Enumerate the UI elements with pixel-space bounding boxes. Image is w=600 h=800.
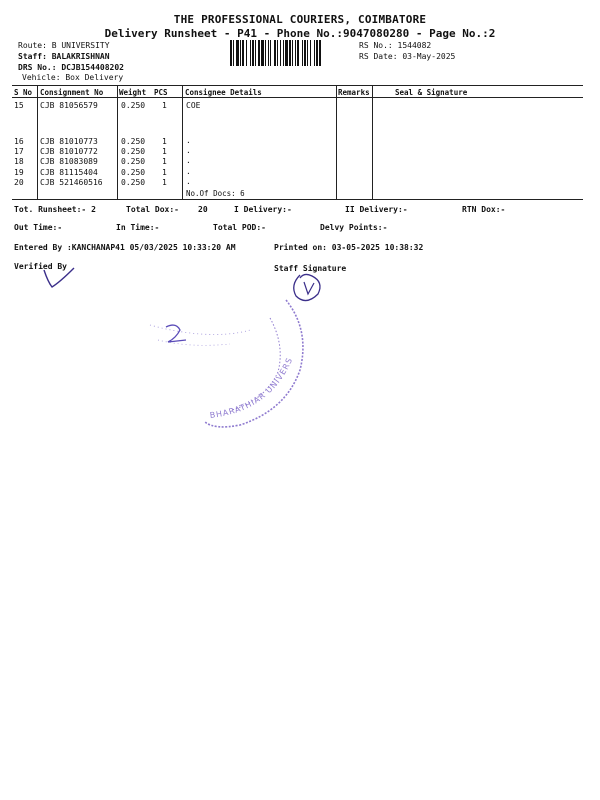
col-header-sno: S No	[14, 88, 33, 97]
table-row-weight: 0.250	[121, 147, 146, 156]
table-row-consignment: CJB 81056579	[40, 101, 98, 110]
table-row-details: .	[186, 146, 191, 155]
out-time: Out Time:-	[14, 223, 63, 232]
table-top-border	[12, 85, 583, 86]
table-row-pcs: 1	[162, 157, 167, 166]
table-row-sno: 17	[14, 147, 24, 156]
company-title: THE PROFESSIONAL COURIERS, COIMBATORE	[173, 13, 427, 26]
col-divider	[372, 85, 373, 200]
table-row-pcs: 1	[162, 137, 167, 146]
drs-label: DRS No.: DCJB154408202	[18, 63, 124, 72]
col-header-consignment: Consignment No	[40, 88, 104, 97]
rtn-dox: RTN Dox:-	[462, 205, 506, 214]
i-delivery: I Delivery:-	[234, 205, 292, 214]
table-row-consignment: CJB 81010772	[40, 147, 98, 156]
col-divider	[336, 85, 337, 200]
table-row-details: .	[186, 156, 191, 165]
col-header-pcs: PCS	[154, 88, 168, 97]
col-divider	[37, 85, 38, 200]
col-divider	[182, 85, 183, 200]
route-label: Route: B UNIVERSITY	[18, 41, 110, 50]
table-row-sno: 20	[14, 178, 24, 187]
rs-number: RS No.: 1544082	[359, 41, 432, 50]
table-row-details: .	[186, 167, 191, 176]
in-time: In Time:-	[116, 223, 160, 232]
total-dox-label: Total Dox:-	[126, 205, 179, 214]
table-row-pcs: 1	[162, 178, 167, 187]
table-row-pcs: 1	[162, 101, 167, 110]
table-row-weight: 0.250	[121, 137, 146, 146]
stamp-two-mark	[166, 325, 186, 342]
table-row-sno: 16	[14, 137, 24, 146]
col-header-seal: Seal & Signature	[395, 88, 468, 97]
barcode	[229, 40, 357, 66]
verified-signature-mark	[44, 268, 74, 287]
table-row-pcs: 1	[162, 168, 167, 177]
verified-by-label: Verified By	[14, 262, 67, 271]
table-row-weight: 0.250	[121, 168, 146, 177]
table-row-sno: 15	[14, 101, 24, 110]
no-of-docs: No.Of Docs: 6	[186, 189, 245, 198]
runsheet-subtitle: Delivery Runsheet - P41 - Phone No.:9047080280 - Page No.:2	[104, 27, 496, 40]
table-bottom-border	[12, 199, 583, 200]
table-row-details: .	[186, 136, 191, 145]
table-row-consignment: CJB 81083089	[40, 157, 98, 166]
table-row-weight: 0.250	[121, 178, 146, 187]
col-header-consignee: Consignee Details	[185, 88, 262, 97]
vehicle-label: Vehicle: Box Delivery	[22, 73, 124, 82]
svg-text:BHARATHIAR UNIVERSITY	[0, 260, 294, 420]
table-header-border	[12, 97, 583, 98]
col-divider	[117, 85, 118, 200]
col-header-weight: Weight	[119, 88, 147, 97]
stamp-and-signatures	[0, 260, 600, 460]
table-row-pcs: 1	[162, 147, 167, 156]
total-dox-value: 20	[198, 205, 208, 214]
total-pod: Total POD:-	[213, 223, 266, 232]
table-row-consignment: CJB 521460516	[40, 178, 103, 187]
table-row-sno: 18	[14, 157, 24, 166]
staff-signature-label: Staff Signature	[274, 264, 347, 273]
table-row-weight: 0.250	[121, 157, 146, 166]
table-row-consignment: CJB 81115404	[40, 168, 98, 177]
university-stamp	[0, 260, 303, 427]
table-row-consignment: CJB 81010773	[40, 137, 98, 146]
ii-delivery: II Delivery:-	[345, 205, 408, 214]
entered-by: Entered By :KANCHANAP41 05/03/2025 10:33:20 AM	[14, 243, 236, 252]
staff-signature-mark	[294, 274, 320, 300]
table-row-sno: 19	[14, 168, 24, 177]
table-row-details: COE	[186, 101, 201, 110]
table-row-details: .	[186, 177, 191, 186]
tot-runsheet: Tot. Runsheet:- 2	[14, 205, 96, 214]
stamp-arc-text: BHARATHIAR UNIVERS	[209, 355, 295, 421]
printed-on: Printed on: 03-05-2025 10:38:32	[274, 243, 424, 252]
table-row-weight: 0.250	[121, 101, 146, 110]
delvy-points: Delvy Points:-	[320, 223, 388, 232]
rs-date: RS Date: 03-May-2025	[359, 52, 456, 61]
col-header-remarks: Remarks	[338, 88, 370, 97]
staff-label: Staff: BALAKRISHNAN	[18, 52, 110, 61]
